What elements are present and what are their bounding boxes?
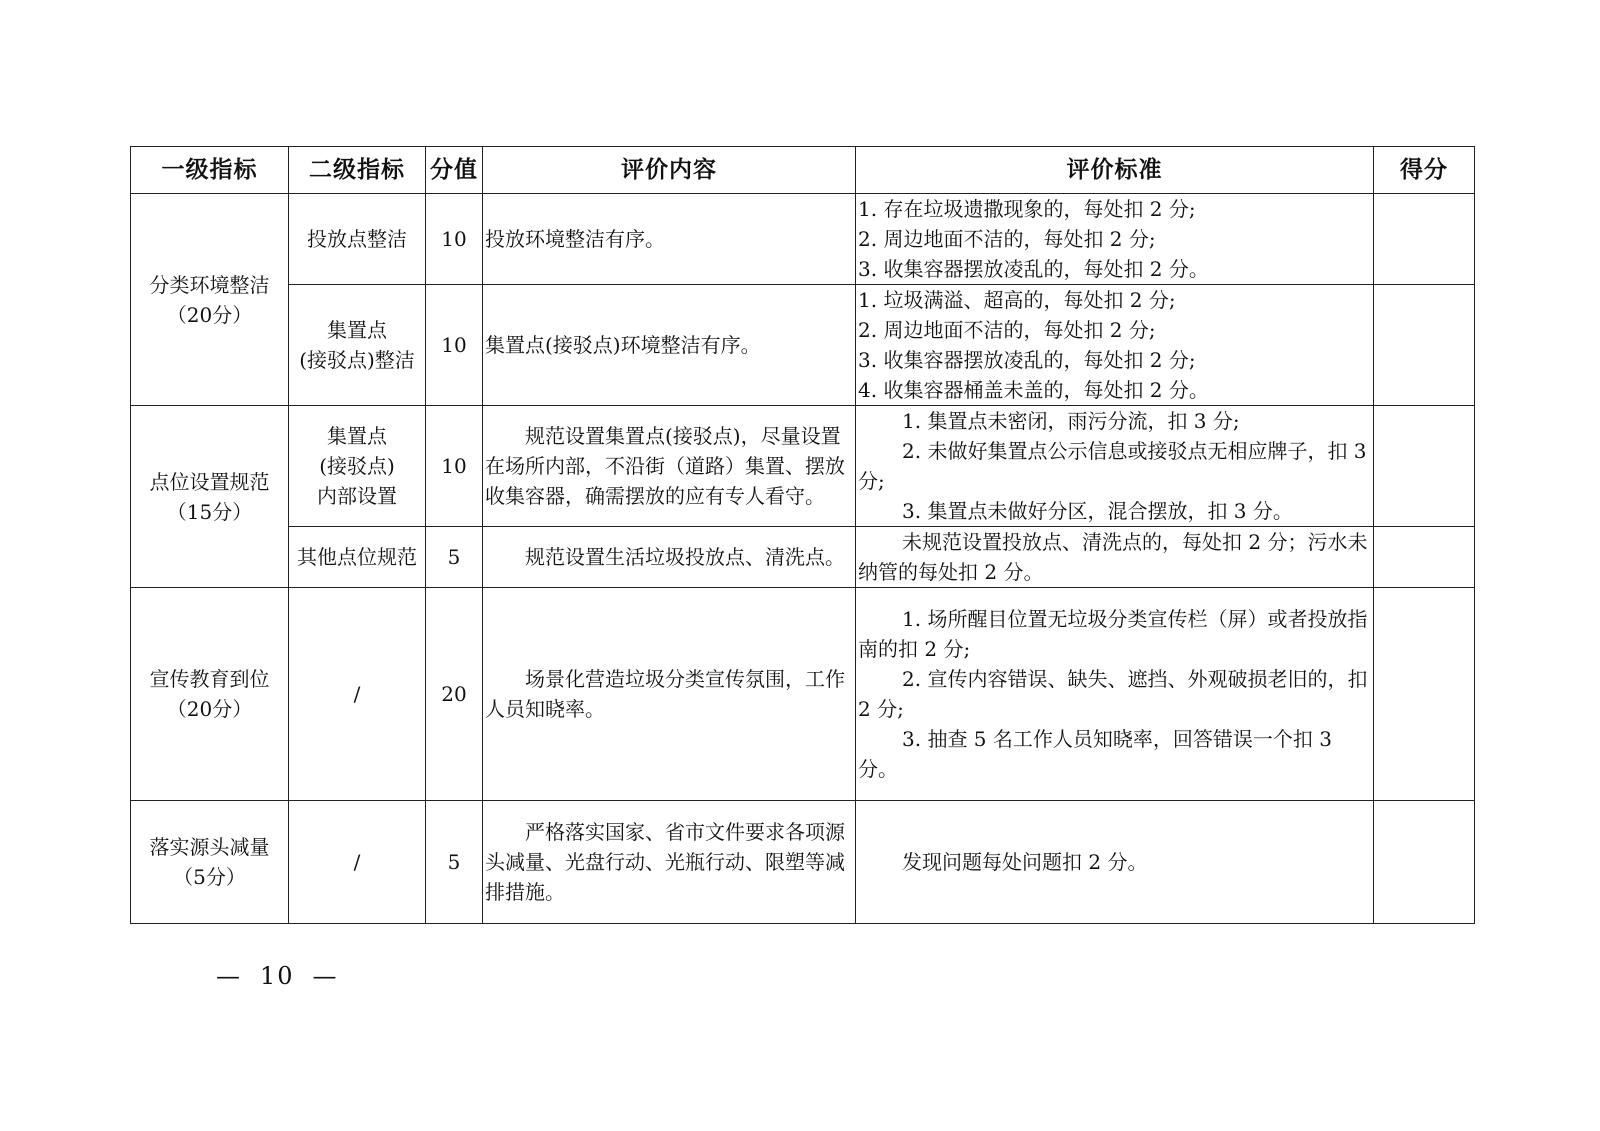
level2-indicator: 其他点位规范 (289, 527, 426, 588)
level1-indicator: 点位设置规范 （15分） (131, 406, 289, 588)
eval-content: 场景化营造垃圾分类宣传氛围，工作人员知晓率。 (483, 588, 856, 801)
level2-indicator: 投放点整洁 (289, 194, 426, 285)
header-points: 得分 (1374, 147, 1475, 194)
eval-content: 投放环境整洁有序。 (483, 194, 856, 285)
eval-content: 规范设置生活垃圾投放点、清洗点。 (483, 527, 856, 588)
points-cell (1374, 801, 1475, 924)
evaluation-table (130, 146, 1475, 924)
points-cell (1374, 285, 1475, 406)
eval-standard: 未规范设置投放点、清洗点的，每处扣 2 分；污水未纳管的每处扣 2 分。 (856, 527, 1374, 588)
header-content: 评价内容 (483, 147, 856, 194)
eval-standard: 1. 场所醒目位置无垃圾分类宣传栏（屏）或者投放指南的扣 2 分; 2. 宣传内容错误、缺失、遮挡、外观破损老旧的，扣 2 分; 3. 抽查 5 名工作人员知晓率，回答错误一个扣 3 分。 (856, 588, 1374, 801)
table-row (131, 801, 1475, 924)
page-number (216, 962, 339, 990)
score-value: 5 (426, 527, 483, 588)
level2-indicator: / (289, 588, 426, 801)
score-value: 5 (426, 801, 483, 924)
points-cell (1374, 194, 1475, 285)
score-value: 10 (426, 285, 483, 406)
eval-standard: 1. 集置点未密闭，雨污分流，扣 3 分; 2. 未做好集置点公示信息或接驳点无相应牌子，扣 3 分; 3. 集置点未做好分区，混合摆放，扣 3 分。 (856, 406, 1374, 527)
level2-indicator: / (289, 801, 426, 924)
eval-content: 严格落实国家、省市文件要求各项源头减量、光盘行动、光瓶行动、限塑等减排措施。 (483, 801, 856, 924)
table-row (131, 194, 1475, 285)
header-level2: 二级指标 (289, 147, 426, 194)
table-row (131, 527, 1475, 588)
level1-indicator: 宣传教育到位 （20分） (131, 588, 289, 801)
level1-indicator: 分类环境整洁 （20分） (131, 194, 289, 406)
page-number-value: 10 (260, 962, 295, 990)
score-value: 10 (426, 406, 483, 527)
eval-standard: 1. 垃圾满溢、超高的，每处扣 2 分; 2. 周边地面不洁的，每处扣 2 分; 3. 收集容器摆放凌乱的，每处扣 2 分; 4. 收集容器桶盖未盖的，每处扣 2 分。 (856, 285, 1374, 406)
eval-standard: 1. 存在垃圾遗撒现象的，每处扣 2 分; 2. 周边地面不洁的，每处扣 2 分; 3. 收集容器摆放凌乱的，每处扣 2 分。 (856, 194, 1374, 285)
table-row (131, 406, 1475, 527)
points-cell (1374, 406, 1475, 527)
page-dash-left: — (216, 962, 242, 990)
score-value: 10 (426, 194, 483, 285)
table-row (131, 588, 1475, 801)
eval-content: 集置点(接驳点)环境整洁有序。 (483, 285, 856, 406)
points-cell (1374, 588, 1475, 801)
level1-indicator: 落实源头减量 （5分） (131, 801, 289, 924)
score-value: 20 (426, 588, 483, 801)
eval-content: 规范设置集置点(接驳点)，尽量设置在场所内部，不沿街（道路）集置、摆放收集容器，确需摆放的应有专人看守。 (483, 406, 856, 527)
table-row (131, 285, 1475, 406)
header-level1: 一级指标 (131, 147, 289, 194)
eval-standard: 发现问题每处问题扣 2 分。 (856, 801, 1374, 924)
level2-indicator: 集置点 (接驳点) 内部设置 (289, 406, 426, 527)
level2-indicator: 集置点 (接驳点)整洁 (289, 285, 426, 406)
page-dash-right: — (312, 962, 339, 990)
points-cell (1374, 527, 1475, 588)
table-header-row (131, 147, 1475, 194)
header-standard: 评价标准 (856, 147, 1374, 194)
header-score: 分值 (426, 147, 483, 194)
